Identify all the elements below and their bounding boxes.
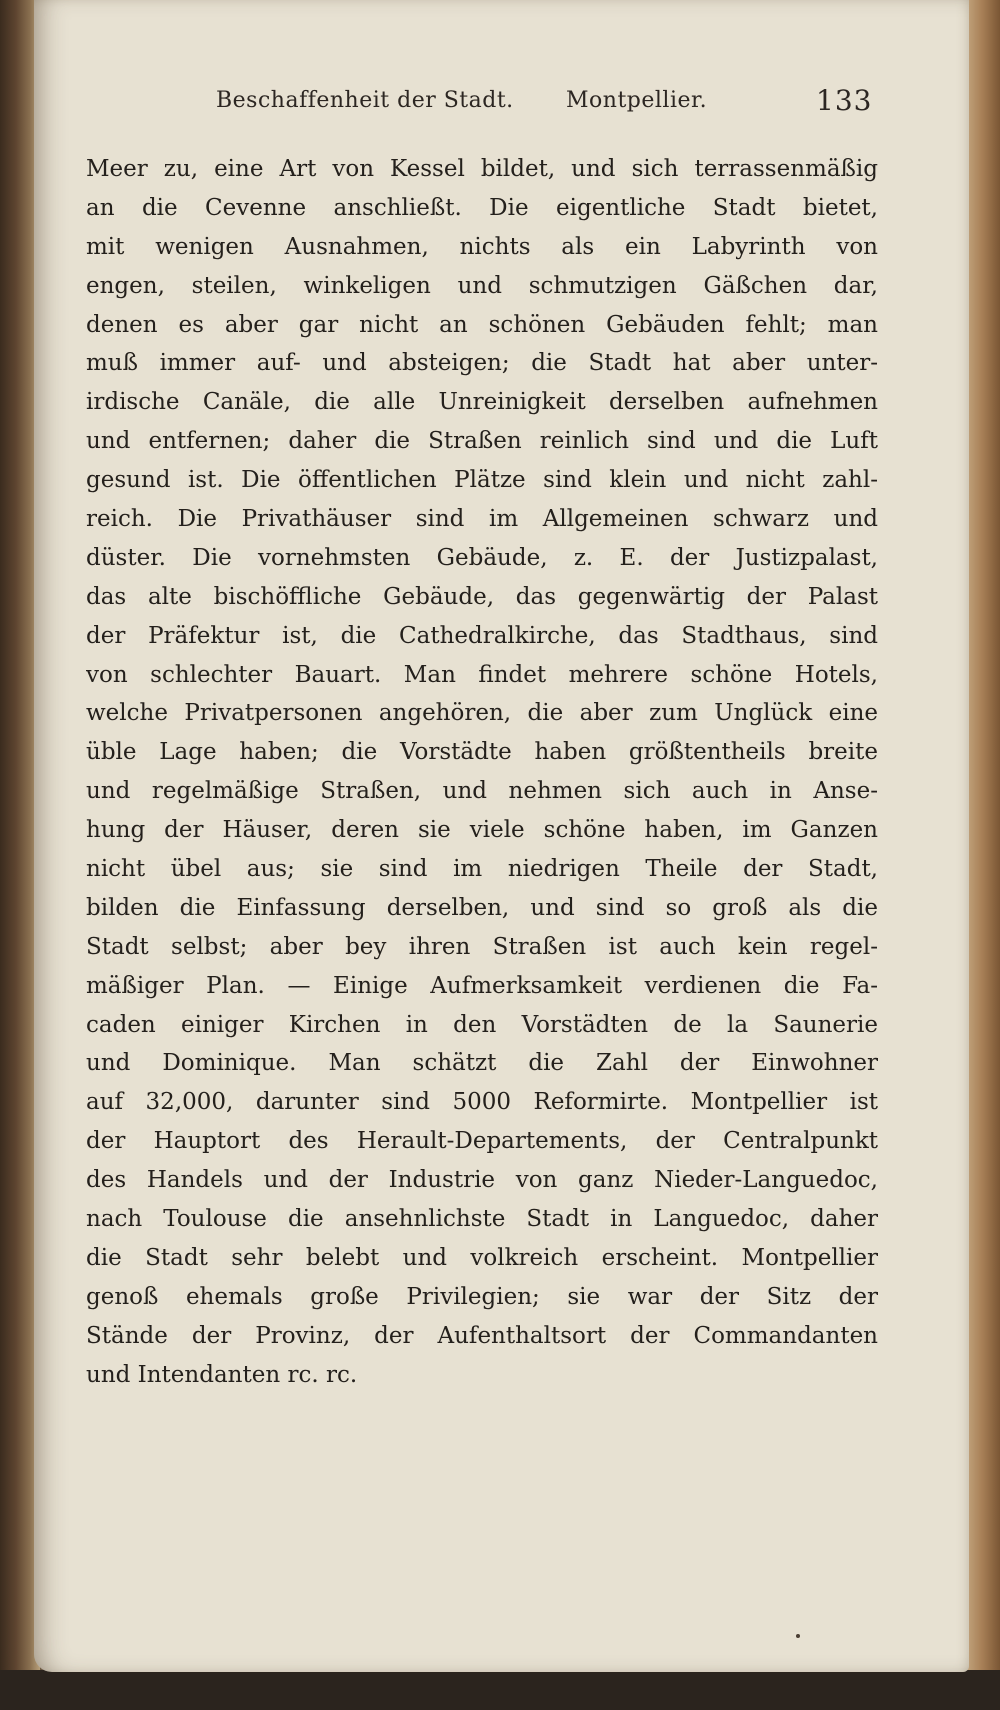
text-line: mit wenigen Ausnahmen, nichts als ein Labyrinth von (86, 233, 878, 260)
text-line: der Hauptort des Herault-Departements, der Centralpunkt (86, 1128, 878, 1155)
text-line: und Dominique. Man schätzt die Zahl der Einwohner (86, 1050, 878, 1077)
text-line: von schlechter Bauart. Man findet mehrere schöne Hotels, (86, 661, 878, 688)
text-line: nicht übel aus; sie sind im niedrigen Theile der Stadt, (86, 856, 878, 883)
text-line: nach Toulouse die ansehnlichste Stadt in Languedoc, daher (86, 1206, 878, 1233)
text-line: Stände der Provinz, der Aufenthaltsort der Commandanten (86, 1322, 878, 1349)
text-line: gesund ist. Die öffentlichen Plätze sind klein und nicht zahl- (86, 467, 878, 494)
text-line: der Präfektur ist, die Cathedralkirche, das Stadthaus, sind (86, 622, 878, 649)
text-line: und entfernen; daher die Straßen reinlich sind und die Luft (86, 428, 878, 455)
text-line: caden einiger Kirchen in den Vorstädten de la Saunerie (86, 1011, 878, 1038)
text-line: üble Lage haben; die Vorstädte haben größtentheils breite (86, 739, 878, 766)
page-header (216, 84, 876, 128)
text-line: und regelmäßige Straßen, und nehmen sich auch in Anse- (86, 778, 878, 805)
text-line: Meer zu, eine Art von Kessel bildet, und sich terrassenmäßig (86, 156, 878, 182)
text-line: bilden die Einfassung derselben, und sind so groß als die (86, 894, 878, 921)
page-stack-edge (966, 0, 1000, 1710)
text-line: Stadt selbst; aber bey ihren Straßen ist auch kein regel- (86, 933, 878, 960)
page-number: 133 (816, 84, 873, 117)
book-page (34, 0, 969, 1672)
text-line: die Stadt sehr belebt und volkreich erscheint. Montpellier (86, 1244, 878, 1271)
paper-speck (796, 1634, 800, 1638)
text-line: muß immer auf- und absteigen; die Stadt hat aber unter- (86, 350, 878, 377)
running-head: Beschaffenheit der Stadt. (216, 88, 514, 113)
backdrop (0, 1670, 1000, 1710)
text-line: an die Cevenne anschließt. Die eigentliche Stadt bietet, (86, 194, 878, 221)
text-line: engen, steilen, winkeligen und schmutzigen Gäßchen dar, (86, 272, 878, 299)
text-line: das alte bischöffliche Gebäude, das gegenwärtig der Palast (86, 583, 878, 610)
text-line: düster. Die vornehmsten Gebäude, z. E. der Justizpalast, (86, 544, 878, 571)
body-text (86, 150, 878, 1395)
text-line: hung der Häuser, deren sie viele schöne haben, im Ganzen (86, 817, 878, 844)
running-head-place: Montpellier. (566, 88, 708, 113)
text-line: welche Privatpersonen angehören, die aber zum Unglück eine (86, 700, 878, 727)
text-line: genoß ehemals große Privilegien; sie war der Sitz der (86, 1283, 878, 1310)
text-line: irdische Canäle, die alle Unreinigkeit derselben aufnehmen (86, 389, 878, 416)
text-line: des Handels und der Industrie von ganz Nieder-Languedoc, (86, 1167, 878, 1194)
text-line: reich. Die Privathäuser sind im Allgemeinen schwarz und (86, 506, 878, 533)
text-line: auf 32,000, darunter sind 5000 Reformirte. Montpellier ist (86, 1089, 878, 1116)
text-line: und Intendanten rc. rc. (86, 1361, 358, 1388)
text-line: mäßiger Plan. — Einige Aufmerksamkeit verdienen die Fa- (86, 972, 878, 999)
text-line: denen es aber gar nicht an schönen Gebäuden fehlt; man (86, 311, 878, 338)
